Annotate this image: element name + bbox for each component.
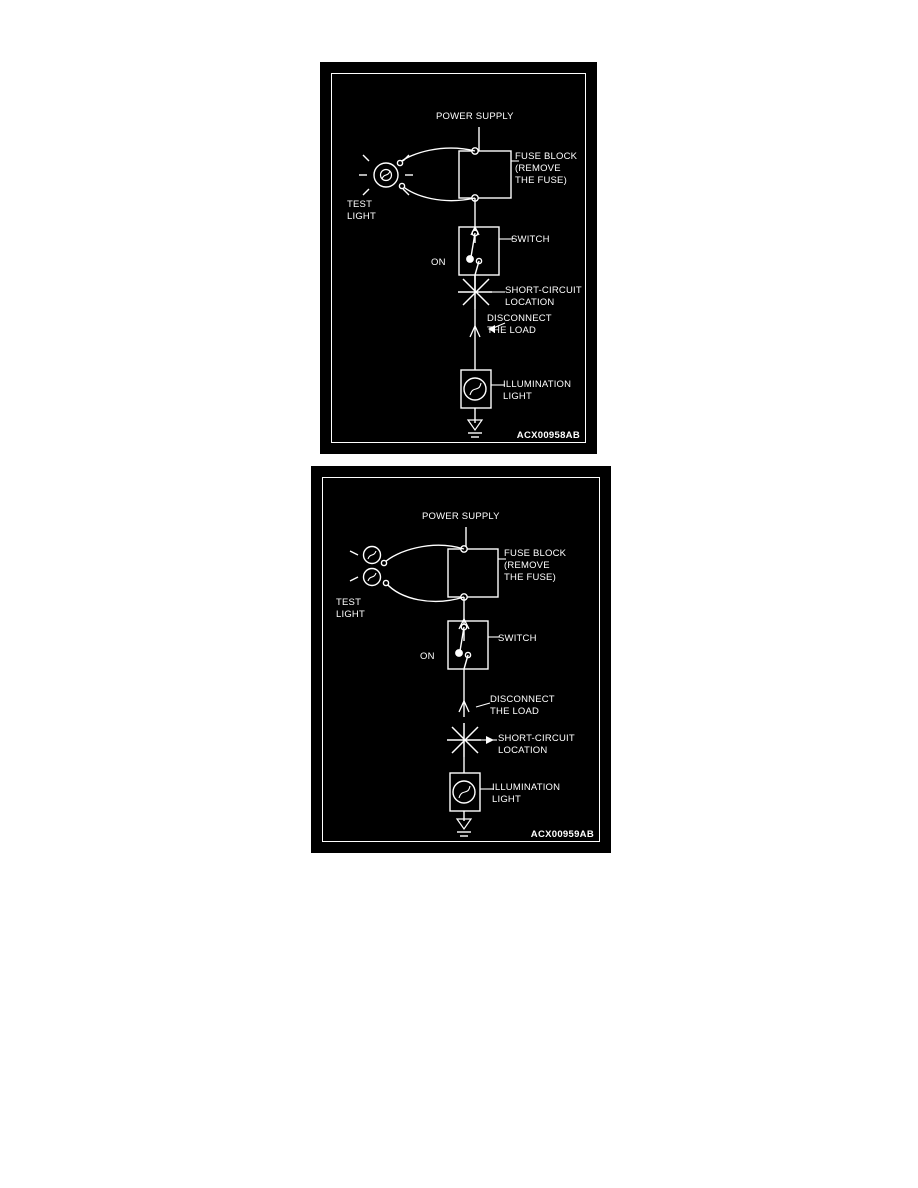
figure-wiring-diagram-1 bbox=[320, 62, 597, 454]
label-fuse-block-note2-1: THE FUSE) bbox=[515, 175, 567, 186]
label-test-light-line2-1: LIGHT bbox=[347, 211, 376, 222]
figure-wiring-diagram-2 bbox=[311, 466, 611, 853]
label-short-circuit-line2-2: LOCATION bbox=[498, 745, 548, 756]
figure-2-drawing bbox=[314, 469, 608, 850]
label-power-supply-1: POWER SUPPLY bbox=[436, 111, 514, 122]
label-fuse-block-note1-1: (REMOVE bbox=[515, 163, 561, 174]
label-short-circuit-line1-1: SHORT-CIRCUIT bbox=[505, 285, 582, 296]
label-short-circuit-line1-2: SHORT-CIRCUIT bbox=[498, 733, 575, 744]
label-on-2: ON bbox=[420, 651, 435, 662]
figure-1-drawing bbox=[323, 65, 594, 451]
label-fuse-block-1: FUSE BLOCK bbox=[515, 151, 578, 162]
label-fuse-block-note2-2: THE FUSE) bbox=[504, 572, 556, 583]
label-power-supply-2: POWER SUPPLY bbox=[422, 511, 500, 522]
figure-2-code: ACX00959AB bbox=[530, 829, 594, 840]
label-test-light-line1-1: TEST bbox=[347, 199, 373, 210]
label-illumination-line1-2: ILLUMINATION bbox=[492, 782, 561, 793]
label-illumination-line2-1: LIGHT bbox=[503, 391, 532, 402]
figure-1-code: ACX00958AB bbox=[516, 430, 580, 441]
label-switch-1: SWITCH bbox=[511, 234, 550, 245]
label-fuse-block-2: FUSE BLOCK bbox=[504, 548, 567, 559]
label-disconnect-line1-1: DISCONNECT bbox=[487, 313, 552, 324]
label-disconnect-line2-2: THE LOAD bbox=[490, 706, 540, 717]
label-illumination-line2-2: LIGHT bbox=[492, 794, 521, 805]
label-disconnect-line1-2: DISCONNECT bbox=[490, 694, 555, 705]
label-short-circuit-line2-1: LOCATION bbox=[505, 297, 555, 308]
label-fuse-block-note1-2: (REMOVE bbox=[504, 560, 550, 571]
label-test-light-line1-2: TEST bbox=[336, 597, 362, 608]
label-illumination-line1-1: ILLUMINATION bbox=[503, 379, 572, 390]
label-disconnect-line2-1: THE LOAD bbox=[487, 325, 537, 336]
label-test-light-line2-2: LIGHT bbox=[336, 609, 365, 620]
label-on-1: ON bbox=[431, 257, 446, 268]
label-switch-2: SWITCH bbox=[498, 633, 537, 644]
